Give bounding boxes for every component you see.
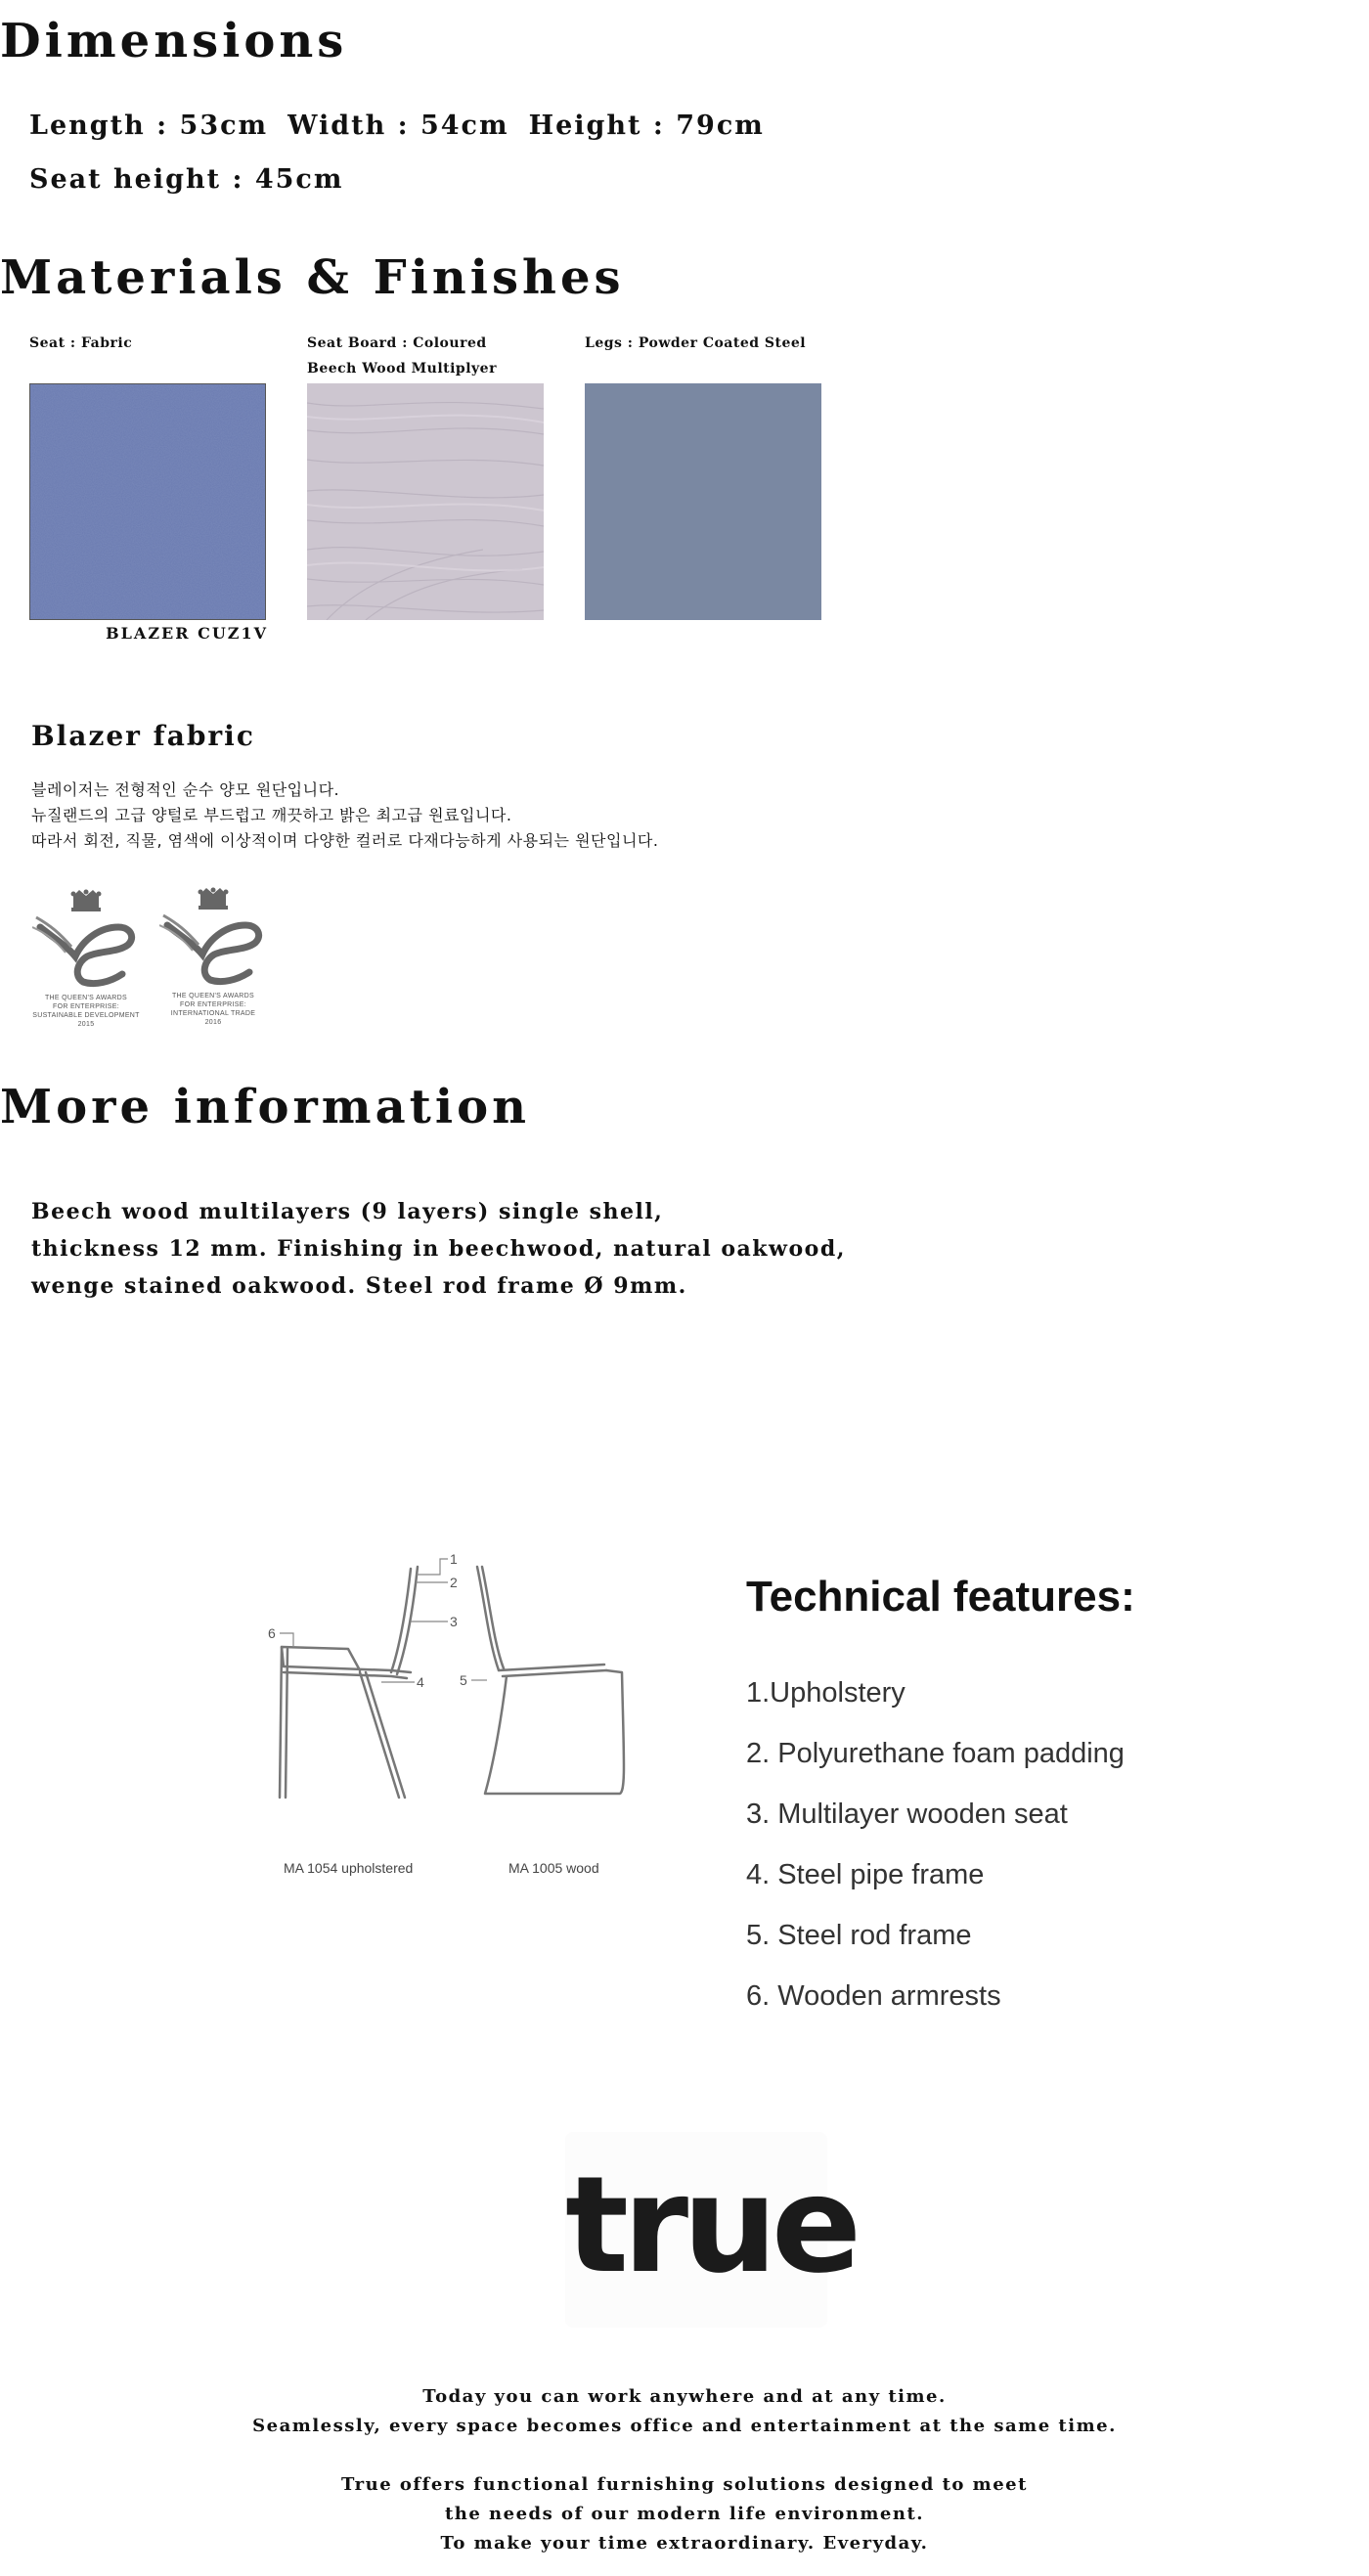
label-line: Beech Wood Multiplyer — [307, 361, 497, 377]
legs-label — [585, 331, 806, 356]
award-line: THE QUEEN'S AWARDS — [44, 995, 127, 1001]
award-line: 2015 — [77, 1021, 95, 1028]
legs-swatch — [585, 383, 821, 620]
queens-award-logo — [159, 886, 267, 988]
award-caption — [32, 994, 140, 1029]
info-line: wenge stained oakwood. Steel rod frame Ø 9mm. — [31, 1273, 687, 1299]
fabric-line: 뉴질랜드의 고급 양털로 부드럽고 깨끗하고 밝은 최고급 원료입니다. — [31, 806, 512, 824]
callout-5: 5 — [460, 1672, 467, 1688]
callout-4: 4 — [417, 1674, 424, 1690]
queens-award-logo — [32, 888, 140, 990]
fabric-line: 블레이저는 전형적인 순수 양모 원단입니다. — [31, 780, 340, 799]
callout-3: 3 — [450, 1614, 458, 1629]
height-value: Height : 79cm — [528, 111, 765, 141]
feature-item: 3. Multilayer wooden seat — [746, 1799, 1068, 1830]
callout-1: 1 — [450, 1551, 458, 1567]
feature-item: 4. Steel pipe frame — [746, 1859, 985, 1890]
footer-spacer — [0, 2441, 1369, 2470]
fabric-texture — [30, 384, 265, 619]
feature-item: 6. Wooden armrests — [746, 1980, 1001, 2012]
info-line: thickness 12 mm. Finishing in beechwood, natural oakwood, — [31, 1236, 846, 1262]
fabric-description — [31, 777, 658, 854]
callout-2: 2 — [450, 1575, 458, 1590]
seat-fabric-label — [29, 331, 132, 356]
fabric-line: 따라서 회전, 직물, 염색에 이상적이며 다양한 컬러로 다재다능하게 사용되는 원단입니다. — [31, 831, 659, 850]
seat-fabric-swatch — [29, 383, 266, 620]
feature-item: 2. Polyurethane foam padding — [746, 1738, 1125, 1769]
footer-line: Seamlessly, every space becomes office and entertainment at the same time. — [252, 2416, 1117, 2436]
technical-heading: Technical features: — [746, 1573, 1135, 1621]
label-line: Legs : Powder Coated Steel — [585, 335, 807, 351]
feature-item: 5. Steel rod frame — [746, 1920, 972, 1951]
more-info-text — [31, 1193, 846, 1305]
award-line: SUSTAINABLE DEVELOPMENT — [32, 1012, 140, 1019]
award-line: 2016 — [204, 1019, 222, 1026]
label-line: Seat Board : Coloured — [307, 335, 487, 351]
label-line: Seat : Fabric — [29, 335, 133, 351]
award-line: FOR ENTERPRISE: — [53, 1003, 119, 1010]
seat-height-value: Seat height : 45cm — [29, 164, 344, 195]
dimensions-heading: Dimensions — [0, 14, 348, 68]
footer-line: True offers functional furnishing solutions designed to meet — [341, 2474, 1028, 2495]
length-value: Length : 53cm — [29, 111, 269, 141]
fabric-code: BLAZER CUZ1V — [106, 624, 268, 643]
feature-item: 1.Upholstery — [746, 1677, 905, 1709]
logo-wordmark: true — [565, 2149, 857, 2303]
award-line: INTERNATIONAL TRADE — [170, 1010, 256, 1017]
technical-drawing — [254, 1545, 645, 1858]
width-value: Width : 54cm — [287, 111, 509, 141]
award-line: THE QUEEN'S AWARDS — [171, 993, 254, 999]
more-info-heading: More information — [0, 1080, 530, 1134]
award-line: FOR ENTERPRISE: — [180, 1001, 246, 1008]
seat-board-label — [307, 331, 497, 381]
info-line: Beech wood multilayers (9 layers) single shell, — [31, 1199, 664, 1224]
award-trade — [159, 886, 267, 1027]
feature-list — [746, 1663, 1125, 2026]
brand-logo — [565, 2132, 857, 2328]
wood-texture — [307, 383, 544, 620]
materials-heading: Materials & Finishes — [0, 250, 625, 305]
fabric-heading: Blazer fabric — [31, 720, 255, 752]
callout-6: 6 — [268, 1625, 276, 1641]
footer-line: To make your time extraordinary. Everyday. — [440, 2533, 929, 2554]
chair-diagram — [254, 1545, 645, 1858]
award-sustainable — [32, 888, 140, 1029]
award-caption — [159, 992, 267, 1027]
footer-line: the needs of our modern life environment. — [444, 2504, 925, 2524]
dimensions-main — [29, 111, 784, 141]
footer-line: Today you can work anywhere and at any time. — [422, 2386, 947, 2407]
footer-text — [0, 2382, 1369, 2558]
seat-board-swatch — [307, 383, 544, 620]
chair-label-upholstered: MA 1054 upholstered — [284, 1860, 414, 1876]
chair-label-wood: MA 1005 wood — [508, 1860, 599, 1876]
